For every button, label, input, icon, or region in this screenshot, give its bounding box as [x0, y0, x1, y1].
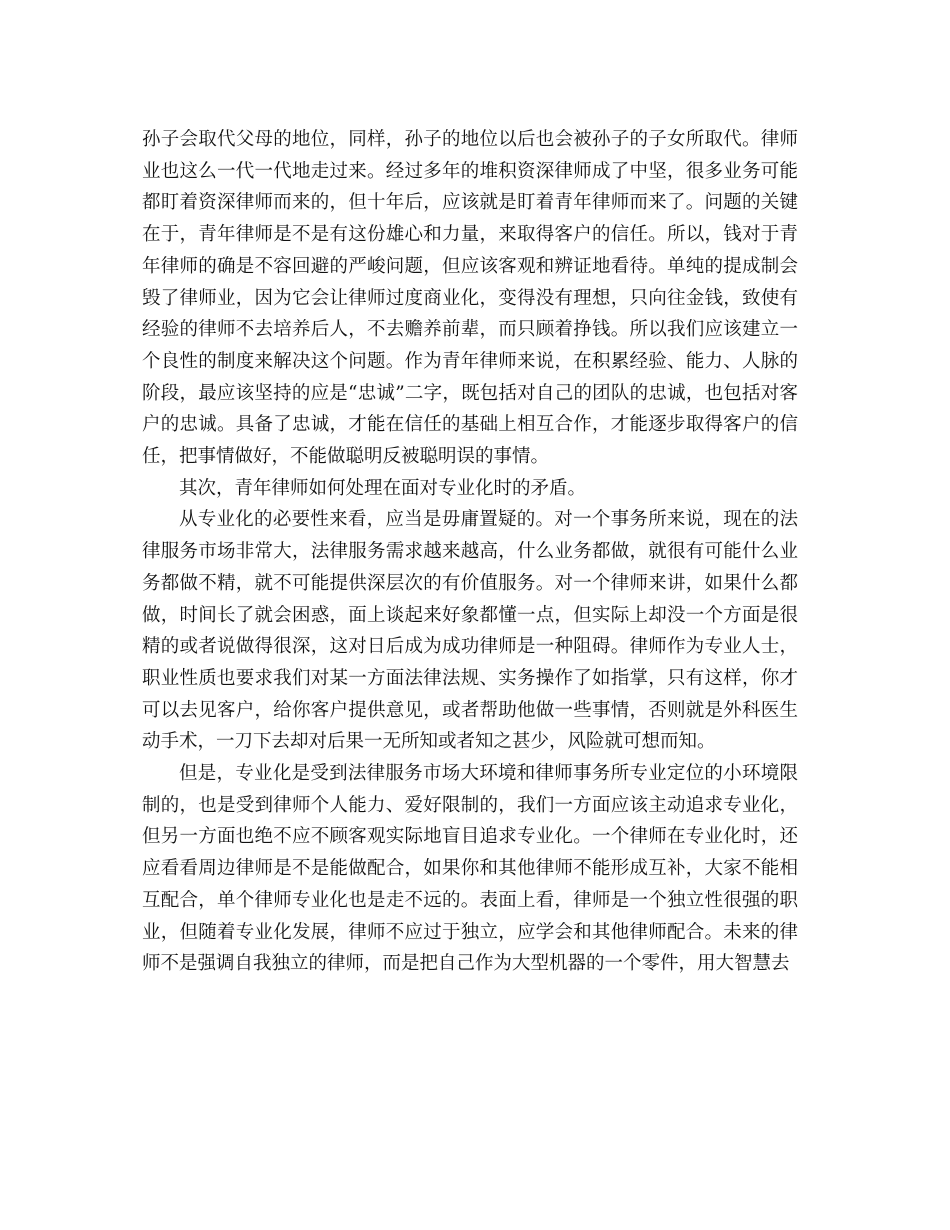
paragraph-specialization-necessity: 从专业化的必要性来看，应当是毋庸置疑的。对一个事务所来说，现在的法律服务市场非常大，法律服务需求越来越高，什么业务都做，就很有可能什么业务都做不精，就不可能提供深层次的有价值服务。对一个律师来讲，如果什么都做，时间长了就会困惑，面上谈起来好象都懂一点，但实际上却没一个方面是很精的或者说做得很深，这对日后成为成功律师是一种阻碍。律师作为专业人士，职业性质也要求我们对某一方面法律法规、实务操作了如指掌，只有这样，你才可以去见客户，给你客户提供意见，或者帮助他做一些事情，否则就是外科医生动手术，一刀下去却对后果一无所知或者知之甚少，风险就可想而知。 [142, 509, 798, 753]
paragraph-continuation: 孙子会取代父母的地位，同样，孙子的地位以后也会被孙子的子女所取代。律师业也这么一代一代地走过来。经过多年的堆积资深律师成了中坚，很多业务可能都盯着资深律师而来的，但十年后，应该就是盯着青年律师而来了。问题的关键在于，青年律师是不是有这份雄心和力量，来取得客户的信任。所以，钱对于青年律师的确是不容回避的严峻问题，但应该客观和辨证地看待。单纯的提成制会毁了律师业，因为它会让律师过度商业化，变得没有理想，只向往金钱，致使有经验的律师不去培养后人，不去赡养前辈，而只顾着挣钱。所以我们应该建立一个良性的制度来解决这个问题。作为青年律师来说，在积累经验、能力、人脉的阶段，最应该坚持的应是“忠诚”二字，既包括对自己的团队的忠诚，也包括对客户的忠诚。具备了忠诚，才能在信任的基础上相互合作，才能逐步取得客户的信任，把事情做好，不能做聪明反被聪明误的事情。 [142, 129, 798, 468]
document-page [142, 124, 798, 980]
paragraph-specialization-limits: 但是，专业化是受到法律服务市场大环境和律师事务所专业定位的小环境限制的，也是受到律师个人能力、爱好限制的，我们一方面应该主动追求专业化，但另一方面也绝不应不顾客观实际地盲目追求专业化。一个律师在专业化时，还应看看周边律师是不是能做配合，如果你和其他律师不能形成互补，大家不能相互配合，单个律师专业化也是走不远的。表面上看，律师是一个独立性很强的职业，但随着专业化发展，律师不应过于独立，应学会和其他律师配合。未来的律师不是强调自我独立的律师，而是把自己作为大型机器的一个零件，用大智慧去 [142, 763, 798, 975]
paragraph-specialization-heading: 其次，青年律师如何处理在面对专业化时的矛盾。 [179, 477, 587, 499]
